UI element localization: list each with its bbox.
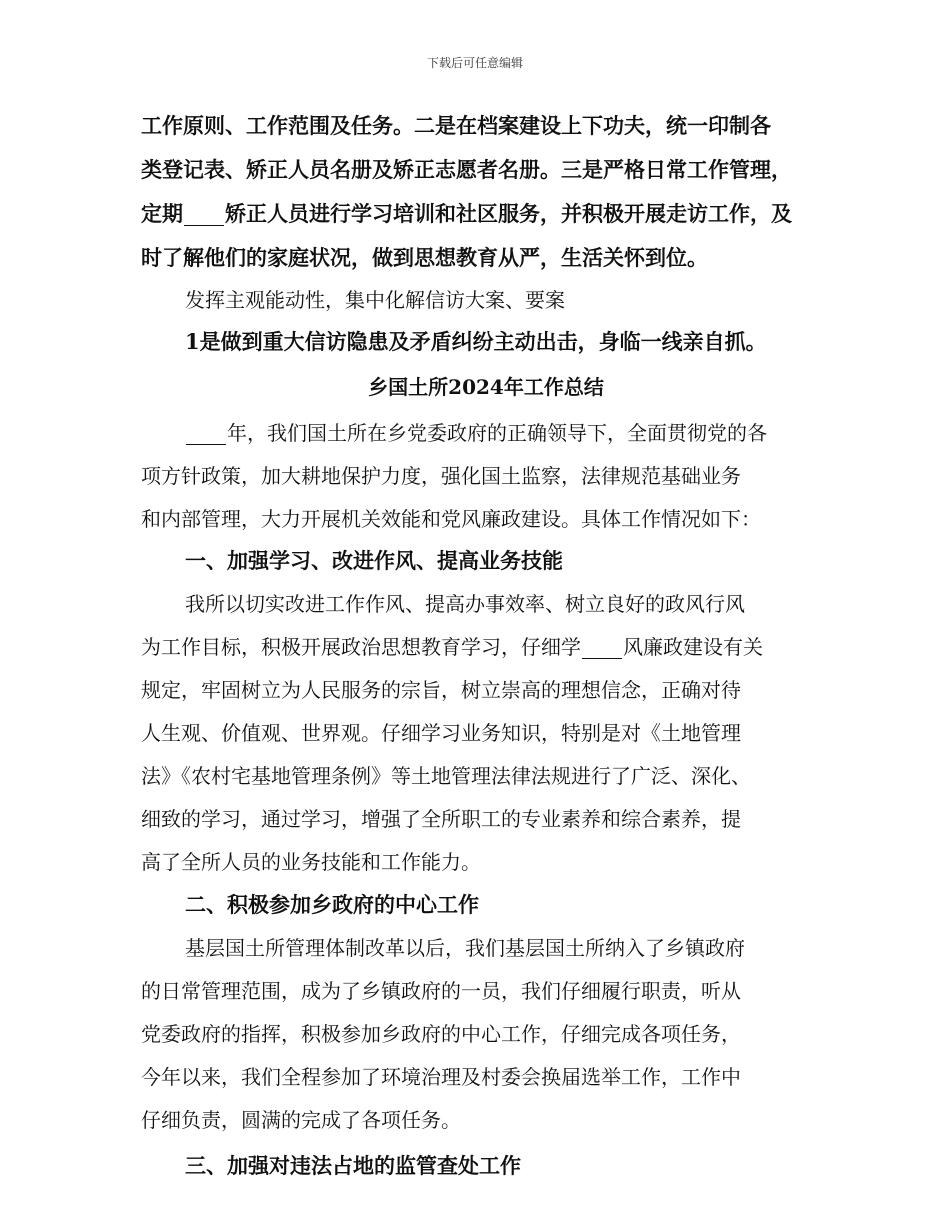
subheading: 发挥主观能动性，集中化解信访大案、要案: [185, 288, 565, 312]
paragraph-line: 定期 矫正人员进行学习培训和社区服务，并积极开展走访工作，及: [141, 201, 792, 226]
paragraph-line: 为工作目标，积极开展政治思想教育学习，仔细学 风廉政建设有关: [141, 635, 763, 659]
list-item: 1是做到重大信访隐患及矛盾纠纷主动出击，身临一线亲自抓。: [185, 329, 767, 354]
paragraph-line: 类登记表、矫正人员名册及矫正志愿者名册。三是严格日常工作管理，: [141, 157, 792, 182]
paragraph-line: 法》《农村宅基地管理条例》等土地管理法律法规进行了广泛、深化、: [141, 764, 751, 788]
paragraph-line: 项方针政策，加大耕地保护力度，强化国土监察，法律规范基础业务: [141, 464, 741, 488]
paragraph-line: 人生观、价值观、世界观。仔细学习业务知识，特别是对《土地管理: [141, 721, 741, 745]
blank-underline: [582, 638, 622, 659]
paragraph-line: 年，我们国土所在乡党委政府的正确领导下，全面贯彻党的各: [185, 421, 767, 445]
paragraph-line: 仔细负责，圆满的完成了各项任务。: [141, 1108, 461, 1132]
paragraph-line: 党委政府的指挥，积极参加乡政府的中心工作，仔细完成各项任务，: [141, 1022, 741, 1046]
paragraph-line: 高了全所人员的业务技能和工作能力。: [141, 850, 481, 874]
document-title: 乡国土所2024年工作总结: [368, 375, 604, 399]
paragraph-line: 我所以切实改进工作作风、提高办事效率、树立良好的政风行风: [185, 592, 745, 616]
blank-underline: [186, 424, 226, 445]
blank-underline: [184, 205, 224, 226]
paragraph-line: 规定，牢固树立为人民服务的宗旨，树立崇高的理想信念，正确对待: [141, 678, 741, 702]
paragraph-line: 今年以来，我们全程参加了环境治理及村委会换届选举工作，工作中: [141, 1065, 741, 1089]
paragraph-line: 时了解他们的家庭状况，做到思想教育从严，生活关怀到位。: [141, 245, 708, 270]
section-heading: 一、加强学习、改进作风、提高业务技能: [185, 548, 563, 573]
paragraph-line: 细致的学习，通过学习，增强了全所职工的专业素养和综合素养，提: [141, 807, 741, 831]
paragraph-line: 工作原则、工作范围及任务。二是在档案建设上下功夫，统一印制各: [141, 113, 771, 138]
section-heading: 三、加强对违法占地的监管查处工作: [185, 1153, 521, 1178]
section-heading: 二、积极参加乡政府的中心工作: [185, 892, 479, 917]
paragraph-line: 和内部管理，大力开展机关效能和党风廉政建设。具体工作情况如下：: [141, 507, 761, 531]
page-header: 下载后可任意编辑: [426, 56, 523, 70]
paragraph-line: 的日常管理范围，成为了乡镇政府的一员，我们仔细履行职责，听从: [141, 979, 741, 1003]
paragraph-line: 基层国土所管理体制改革以后，我们基层国土所纳入了乡镇政府: [185, 936, 745, 960]
